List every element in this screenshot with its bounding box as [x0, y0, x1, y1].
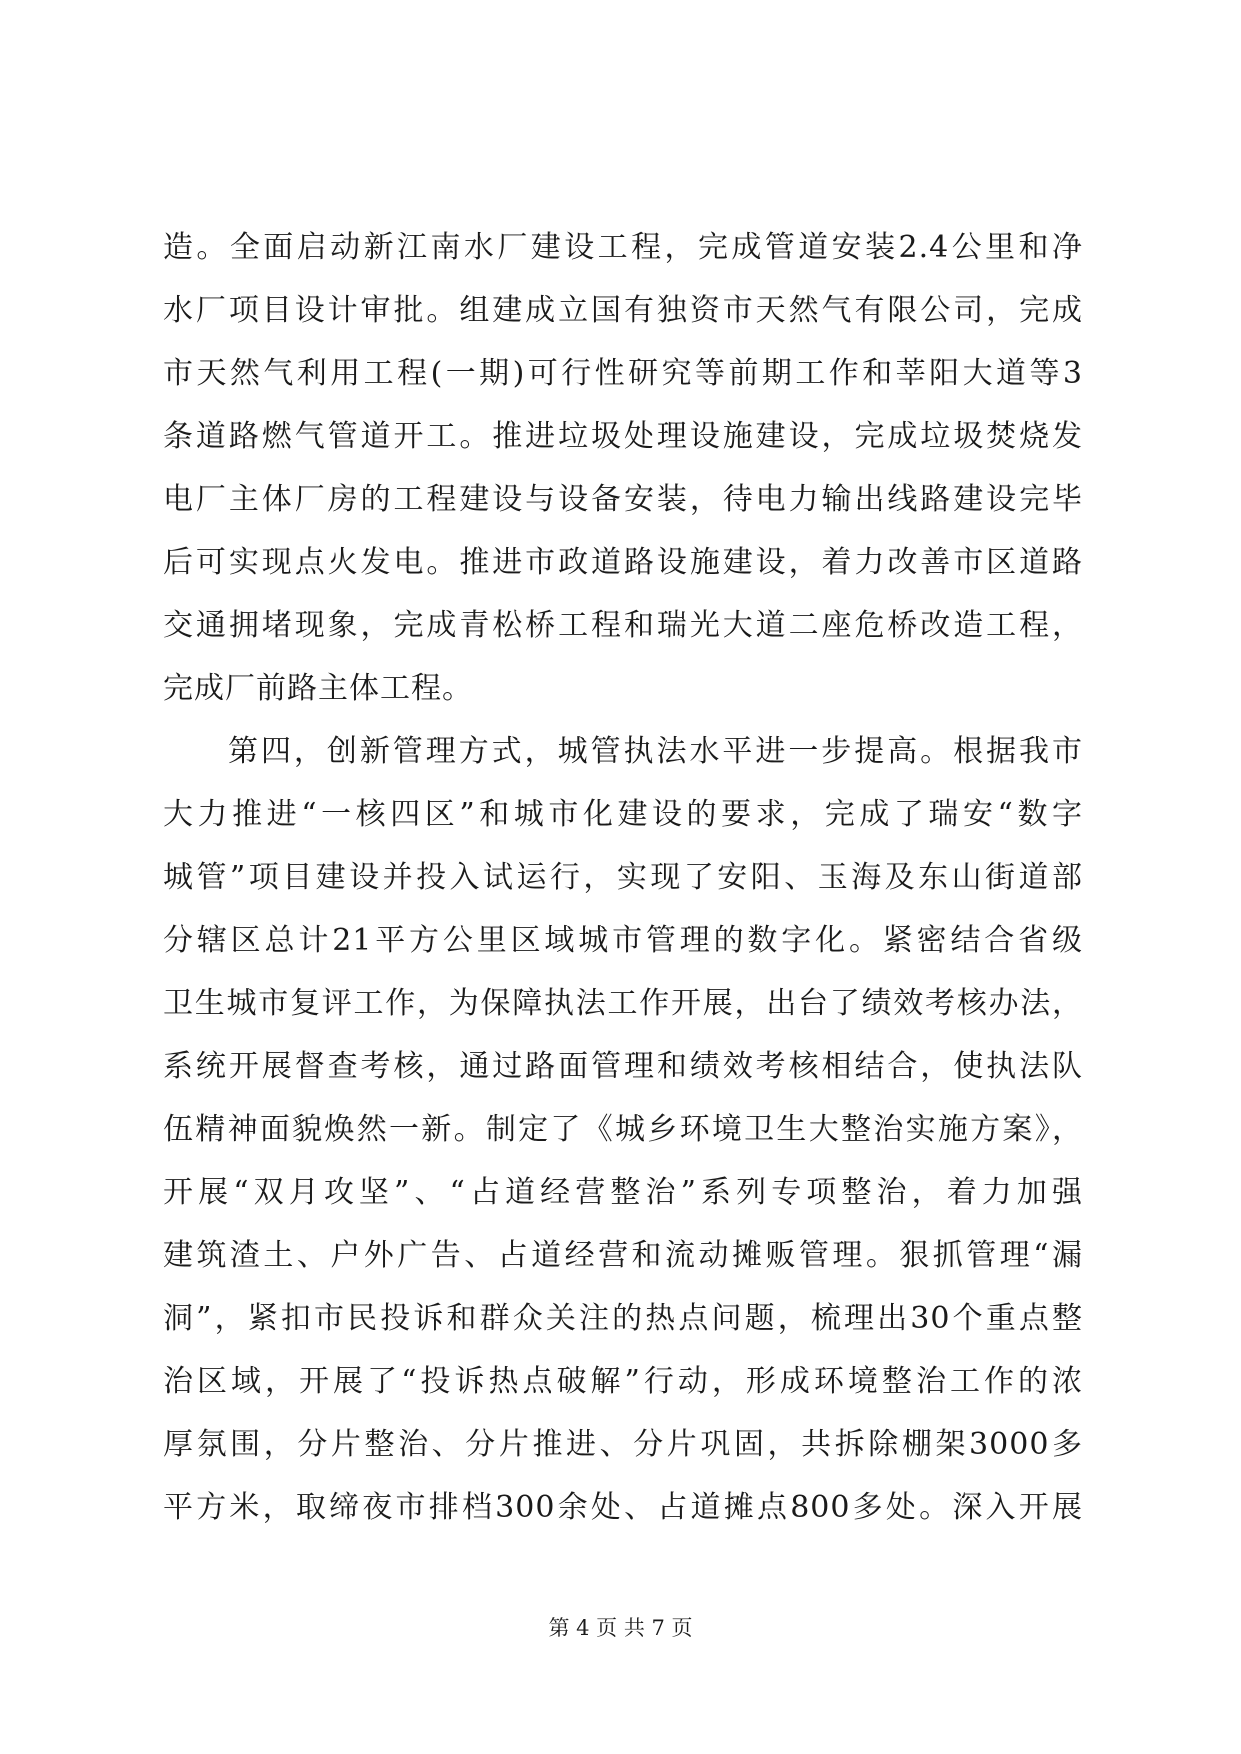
text-line: 完成厂前路主体工程。 [163, 671, 473, 706]
text-line: 治区域，开展了“投诉热点破解”行动，形成环境整治工作的浓 [163, 1364, 1083, 1399]
text-line: 洞”，紧扣市民投诉和群众关注的热点问题，梳理出30个重点整 [163, 1301, 1083, 1336]
paragraph-continued [163, 228, 1083, 732]
text-line: 第四，创新管理方式，城管执法水平进一步提高。根据我市 [228, 734, 1083, 769]
text-line: 卫生城市复评工作，为保障执法工作开展，出台了绩效考核办法， [163, 986, 1083, 1021]
text-line: 建筑渣土、户外广告、占道经营和流动摊贩管理。狠抓管理“漏 [163, 1238, 1083, 1273]
text-line: 伍精神面貌焕然一新。制定了《城乡环境卫生大整治实施方案》， [163, 1112, 1083, 1147]
text-line: 交通拥堵现象，完成青松桥工程和瑞光大道二座危桥改造工程， [163, 608, 1083, 643]
text-line: 分辖区总计21平方公里区域城市管理的数字化。紧密结合省级 [163, 923, 1083, 958]
text-line: 水厂项目设计审批。组建成立国有独资市天然气有限公司，完成 [163, 293, 1083, 328]
text-line: 城管”项目建设并投入试运行，实现了安阳、玉海及东山街道部 [163, 860, 1083, 895]
page-number-footer: 第 4 页 共 7 页 [548, 1616, 693, 1640]
text-line: 开展“双月攻坚”、“占道经营整治”系列专项整治，着力加强 [163, 1175, 1083, 1210]
text-line: 平方米，取缔夜市排档300余处、占道摊点800多处。深入开展 [163, 1490, 1083, 1525]
text-line: 条道路燃气管道开工。推进垃圾处理设施建设，完成垃圾焚烧发 [163, 419, 1083, 454]
text-line: 造。全面启动新江南水厂建设工程，完成管道安装2.4公里和净 [163, 230, 1083, 265]
text-line: 后可实现点火发电。推进市政道路设施建设，着力改善市区道路 [163, 545, 1083, 580]
text-line: 大力推进“一核四区”和城市化建设的要求，完成了瑞安“数字 [163, 797, 1083, 832]
paragraph-fourth [163, 732, 1083, 1551]
text-line: 系统开展督查考核，通过路面管理和绩效考核相结合，使执法队 [163, 1049, 1083, 1084]
text-line: 市天然气利用工程(一期)可行性研究等前期工作和莘阳大道等3 [163, 356, 1083, 391]
text-line: 电厂主体厂房的工程建设与设备安装，待电力输出线路建设完毕 [163, 482, 1083, 517]
text-line: 厚氛围，分片整治、分片推进、分片巩固，共拆除棚架3000多 [163, 1427, 1083, 1462]
